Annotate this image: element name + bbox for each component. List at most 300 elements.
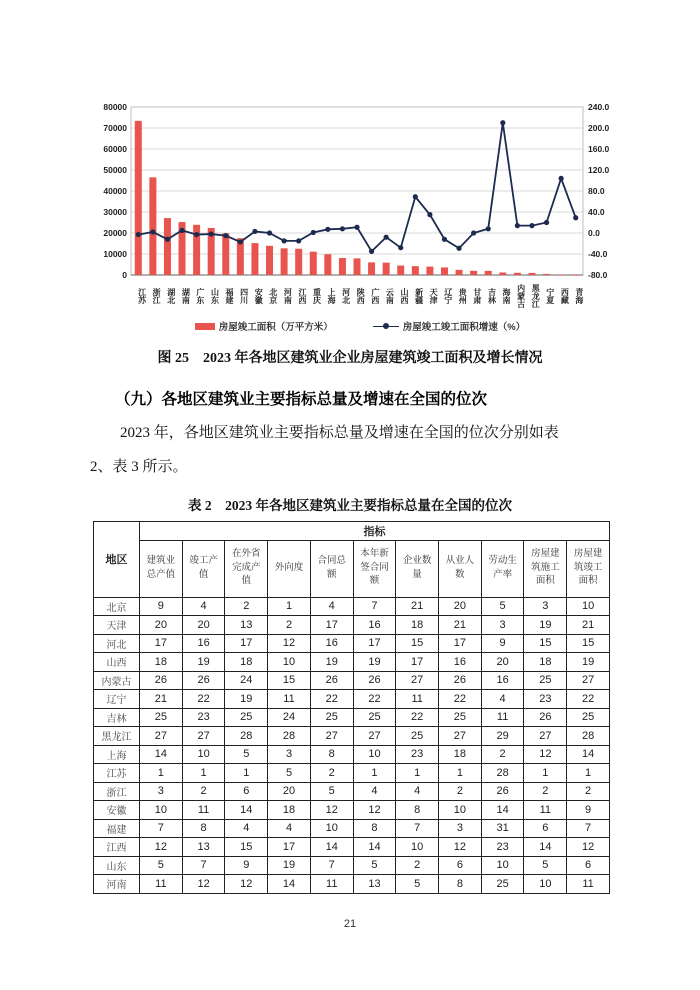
rank-cell: 18 [524,653,567,672]
indicator-column-header: 本年新签合同额 [353,540,396,597]
region-cell: 福建 [94,819,140,838]
rank-cell: 21 [396,597,439,616]
indicator-group-header: 指标 [140,521,610,540]
axis-tick-label: 50000 [103,165,127,175]
rank-cell: 12 [439,838,482,857]
rank-cell: 16 [439,653,482,672]
rank-cell: 18 [225,653,268,672]
rank-cell: 10 [268,653,311,672]
rank-cell: 18 [140,653,183,672]
rank-cell: 2 [481,745,524,764]
axis-tick-label: 0 [122,270,127,278]
rank-cell: 19 [225,690,268,709]
axis-tick-label: 40.0 [588,207,605,217]
rank-cell: 10 [524,875,567,894]
rank-cell: 26 [481,782,524,801]
rank-cell: 22 [567,690,610,709]
rank-cell: 23 [481,838,524,857]
rank-cell: 4 [225,819,268,838]
indicator-column-header: 竣工产值 [182,540,225,597]
rank-cell: 28 [225,727,268,746]
rank-cell: 26 [182,671,225,690]
bar [543,274,550,275]
rank-cell: 15 [268,671,311,690]
rank-cell: 17 [268,838,311,857]
rank-cell: 14 [310,838,353,857]
rank-cell: 14 [140,745,183,764]
rank-cell: 4 [310,597,353,616]
rank-cell: 25 [225,708,268,727]
table-row [94,764,610,783]
rank-cell: 18 [268,801,311,820]
rank-cell: 25 [567,708,610,727]
table-row [94,708,610,727]
rank-cell: 17 [439,634,482,653]
rank-cell: 12 [225,875,268,894]
rank-cell: 14 [524,838,567,857]
rank-cell: 2 [396,856,439,875]
rank-cell: 3 [439,819,482,838]
growth-marker [209,231,214,236]
growth-marker [354,225,359,230]
rank-cell: 13 [182,838,225,857]
growth-marker [369,249,374,254]
growth-marker [223,233,228,238]
region-cell: 辽宁 [94,690,140,709]
region-cell: 内蒙古 [94,671,140,690]
x-axis-label: 贵州 [458,288,468,304]
growth-marker [486,226,491,231]
x-axis-label: 上海 [327,288,337,304]
rank-cell: 23 [396,745,439,764]
rank-cell: 17 [310,616,353,635]
x-axis-label: 福建 [225,288,235,304]
rank-cell: 6 [524,819,567,838]
rank-table [93,521,610,894]
rank-cell: 27 [182,727,225,746]
bar [368,262,375,275]
rank-cell: 13 [353,875,396,894]
x-axis-label: 新疆 [414,288,424,304]
axis-tick-label: 200.0 [588,123,610,133]
legend-item [373,319,525,333]
axis-tick-label: 40000 [103,186,127,196]
x-axis-label: 重庆 [312,288,322,304]
table-row [94,838,610,857]
axis-tick-label: 120.0 [588,165,610,175]
rank-cell: 15 [225,838,268,857]
bar [383,263,390,275]
region-cell: 山东 [94,856,140,875]
rank-cell: 26 [310,671,353,690]
growth-marker [252,229,257,234]
rank-cell: 24 [225,671,268,690]
rank-cell: 1 [268,597,311,616]
rank-cell: 28 [567,727,610,746]
growth-marker [384,235,389,240]
region-cell: 北京 [94,597,140,616]
rank-cell: 7 [396,819,439,838]
x-axis-label: 青海 [574,288,584,304]
rank-cell: 1 [182,764,225,783]
rank-cell: 27 [396,671,439,690]
bar [339,258,346,275]
rank-cell: 14 [225,801,268,820]
bar [295,249,302,275]
rank-cell: 29 [481,727,524,746]
x-axis-label: 广西 [370,288,380,304]
rank-cell: 1 [439,764,482,783]
rank-cell: 10 [353,745,396,764]
table-row [94,634,610,653]
x-axis-label: 广东 [195,288,205,304]
rank-cell: 4 [182,597,225,616]
region-cell: 吉林 [94,708,140,727]
region-column-header: 地区 [94,521,140,597]
rank-cell: 27 [567,671,610,690]
rank-cell: 17 [140,634,183,653]
rank-cell: 27 [524,727,567,746]
region-cell: 河南 [94,875,140,894]
rank-cell: 19 [182,653,225,672]
bar [397,266,404,275]
rank-cell: 11 [310,875,353,894]
rank-cell: 2 [310,764,353,783]
table-row [94,782,610,801]
rank-cell: 12 [310,801,353,820]
rank-cell: 22 [310,690,353,709]
rank-cell: 20 [439,597,482,616]
bar-swatch-icon [195,323,215,330]
growth-marker [340,226,345,231]
axis-tick-label: 240.0 [588,102,610,112]
rank-cell: 9 [225,856,268,875]
rank-cell: 25 [524,671,567,690]
rank-cell: 25 [140,708,183,727]
x-axis-label: 山东 [210,288,220,304]
bar [514,273,521,275]
rank-cell: 9 [140,597,183,616]
x-axis-label: 辽宁 [443,288,453,304]
rank-cell: 23 [182,708,225,727]
bar [222,233,229,275]
axis-tick-label: 80000 [103,102,127,112]
x-axis-label: 西藏 [560,288,570,304]
rank-cell: 21 [140,690,183,709]
rank-cell: 20 [481,653,524,672]
rank-cell: 24 [268,708,311,727]
x-axis-label: 陕西 [356,288,366,304]
x-axis-label: 湖南 [181,288,191,304]
figure-25-chart [90,100,630,333]
table-title: 表 2 2023 年各地区建筑业主要指标总量在全国的位次 [188,497,512,513]
rank-cell: 12 [353,801,396,820]
rank-cell: 19 [524,616,567,635]
table-row [94,671,610,690]
bar [281,248,288,275]
rank-cell: 5 [396,875,439,894]
growth-marker [311,230,316,235]
rank-cell: 4 [353,782,396,801]
rank-cell: 26 [439,671,482,690]
x-axis-label: 江苏 [137,288,147,304]
rank-cell: 14 [268,875,311,894]
growth-marker [136,232,141,237]
region-cell: 安徽 [94,801,140,820]
rank-cell: 17 [396,653,439,672]
x-axis-label: 北京 [268,288,278,304]
rank-cell: 25 [310,708,353,727]
rank-cell: 16 [182,634,225,653]
rank-cell: 2 [439,782,482,801]
rank-cell: 1 [567,764,610,783]
bar [266,246,273,275]
rank-cell: 8 [353,819,396,838]
rank-cell: 26 [524,708,567,727]
bar [499,272,506,275]
growth-marker [150,229,155,234]
rank-cell: 2 [225,597,268,616]
rank-cell: 6 [225,782,268,801]
rank-cell: 3 [140,782,183,801]
rank-cell: 7 [182,856,225,875]
axis-tick-label: 30000 [103,207,127,217]
indicator-column-header: 房屋建筑施工面积 [524,540,567,597]
bar [310,252,317,275]
rank-cell: 9 [567,801,610,820]
x-axis-label: 四川 [239,288,249,304]
rank-cell: 15 [567,634,610,653]
x-axis-label: 山西 [399,288,409,304]
bar [485,271,492,275]
rank-cell: 5 [140,856,183,875]
rank-cell: 5 [225,745,268,764]
indicator-column-header: 在外省完成产值 [225,540,268,597]
rank-cell: 2 [182,782,225,801]
rank-cell: 7 [353,597,396,616]
rank-cell: 6 [439,856,482,875]
line-swatch-icon [373,323,399,330]
rank-cell: 8 [439,875,482,894]
rank-cell: 5 [268,764,311,783]
rank-cell: 20 [140,616,183,635]
bar [441,267,448,275]
region-cell: 浙江 [94,782,140,801]
region-cell: 江苏 [94,764,140,783]
x-axis-label: 内蒙古 [516,284,526,308]
rank-cell: 10 [310,819,353,838]
rank-cell: 27 [353,727,396,746]
indicator-column-header: 从业人数 [439,540,482,597]
rank-cell: 4 [481,690,524,709]
bar [251,243,258,275]
rank-cell: 26 [353,671,396,690]
rank-cell: 23 [524,690,567,709]
rank-cell: 11 [481,708,524,727]
growth-marker [238,239,243,244]
figure-caption: 图 25 2023 年各地区建筑业企业房屋建筑竣工面积及增长情况 [157,351,543,366]
region-cell: 江西 [94,838,140,857]
table-row [94,856,610,875]
rank-cell: 14 [481,801,524,820]
x-axis-labels [131,279,583,313]
bar [324,254,331,275]
rank-cell: 2 [567,782,610,801]
table-row [94,875,610,894]
bar [456,270,463,275]
rank-cell: 12 [567,838,610,857]
legend-label: 房屋竣工竣工面积增速（%） [402,322,526,333]
region-cell: 天津 [94,616,140,635]
rank-cell: 14 [567,745,610,764]
rank-cell: 16 [310,634,353,653]
rank-cell: 27 [140,727,183,746]
growth-marker [267,230,272,235]
table-row [94,597,610,616]
rank-cell: 22 [353,690,396,709]
legend-label: 房屋竣工面积（万平方米） [218,322,333,333]
x-axis-label: 湖北 [166,288,176,304]
rank-cell: 6 [567,856,610,875]
axis-tick-label: 80.0 [588,186,605,196]
rank-cell: 1 [396,764,439,783]
body-paragraph-line1: 2023 年，各地区建筑业主要指标总量及增速在全国的位次分别如表 [120,425,559,441]
x-axis-label: 黑龙江 [531,284,541,308]
growth-marker [573,215,578,220]
growth-marker [559,176,564,181]
bar [149,177,156,275]
x-axis-label: 云南 [385,288,395,304]
rank-cell: 3 [481,616,524,635]
growth-marker [442,237,447,242]
growth-marker [456,246,461,251]
body-paragraph-line2: 2、表 3 所示。 [90,458,188,475]
rank-cell: 20 [268,782,311,801]
rank-cell: 25 [439,708,482,727]
rank-cell: 1 [225,764,268,783]
rank-cell: 10 [481,856,524,875]
indicator-column-header: 外向度 [268,540,311,597]
rank-cell: 9 [481,634,524,653]
bar [354,258,361,275]
rank-cell: 10 [182,745,225,764]
bar [558,275,565,276]
indicator-column-header: 合同总额 [310,540,353,597]
table-row [94,727,610,746]
rank-cell: 1 [353,764,396,783]
rank-cell: 25 [481,875,524,894]
region-cell: 黑龙江 [94,727,140,746]
rank-cell: 2 [268,616,311,635]
rank-cell: 22 [396,708,439,727]
rank-cell: 28 [481,764,524,783]
rank-cell: 1 [524,764,567,783]
x-axis-label: 安徽 [254,288,264,304]
growth-marker [296,238,301,243]
bar [135,121,142,275]
axis-tick-label: 70000 [103,123,127,133]
growth-marker [281,238,286,243]
growth-marker [427,212,432,217]
rank-cell: 27 [310,727,353,746]
rank-cell: 7 [140,819,183,838]
table-row [94,653,610,672]
rank-cell: 17 [353,634,396,653]
rank-cell: 19 [310,653,353,672]
growth-marker [544,220,549,225]
rank-cell: 21 [567,616,610,635]
region-cell: 河北 [94,634,140,653]
rank-cell: 12 [524,745,567,764]
rank-cell: 27 [439,727,482,746]
rank-cell: 18 [396,616,439,635]
rank-cell: 19 [353,653,396,672]
rank-cell: 3 [268,745,311,764]
legend-item [195,319,333,333]
rank-cell: 10 [396,838,439,857]
rank-cell: 2 [524,782,567,801]
rank-cell: 8 [396,801,439,820]
growth-line [138,123,575,252]
indicator-column-header: 建筑业总产值 [140,540,183,597]
growth-marker [529,223,534,228]
growth-marker [515,223,520,228]
x-axis-label: 浙江 [152,288,162,304]
rank-cell: 11 [524,801,567,820]
growth-marker [325,227,330,232]
rank-cell: 11 [182,801,225,820]
rank-cell: 15 [524,634,567,653]
x-axis-label: 宁夏 [545,288,555,304]
growth-marker [165,237,170,242]
rank-cell: 31 [481,819,524,838]
rank-cell: 17 [225,634,268,653]
growth-marker [398,245,403,250]
growth-marker [413,194,418,199]
bar [412,266,419,275]
indicator-column-header: 房屋建筑竣工面积 [567,540,610,597]
rank-cell: 12 [140,838,183,857]
table-row [94,745,610,764]
rank-cell: 25 [396,727,439,746]
rank-cell: 19 [567,653,610,672]
rank-cell: 12 [182,875,225,894]
rank-cell: 21 [439,616,482,635]
rank-cell: 5 [310,782,353,801]
rank-cell: 3 [524,597,567,616]
rank-cell: 11 [140,875,183,894]
axis-tick-label: 160.0 [588,144,610,154]
rank-cell: 19 [268,856,311,875]
rank-cell: 15 [396,634,439,653]
axis-tick-label: 0.0 [588,228,600,238]
axis-tick-label: 10000 [103,249,127,259]
bar [470,271,477,275]
rank-cell: 10 [140,801,183,820]
indicator-column-header: 企业数量 [396,540,439,597]
rank-cell: 18 [439,745,482,764]
x-axis-label: 吉林 [487,288,497,304]
bar [426,267,433,275]
x-axis-label: 天津 [429,288,439,304]
rank-cell: 25 [353,708,396,727]
axis-tick-label: -80.0 [588,270,608,278]
section-heading: （九）各地区建筑业主要指标总量及增速在全国的位次 [115,391,488,408]
growth-marker [179,228,184,233]
rank-cell: 20 [182,616,225,635]
page-number: 21 [343,917,357,930]
rank-cell: 7 [567,819,610,838]
